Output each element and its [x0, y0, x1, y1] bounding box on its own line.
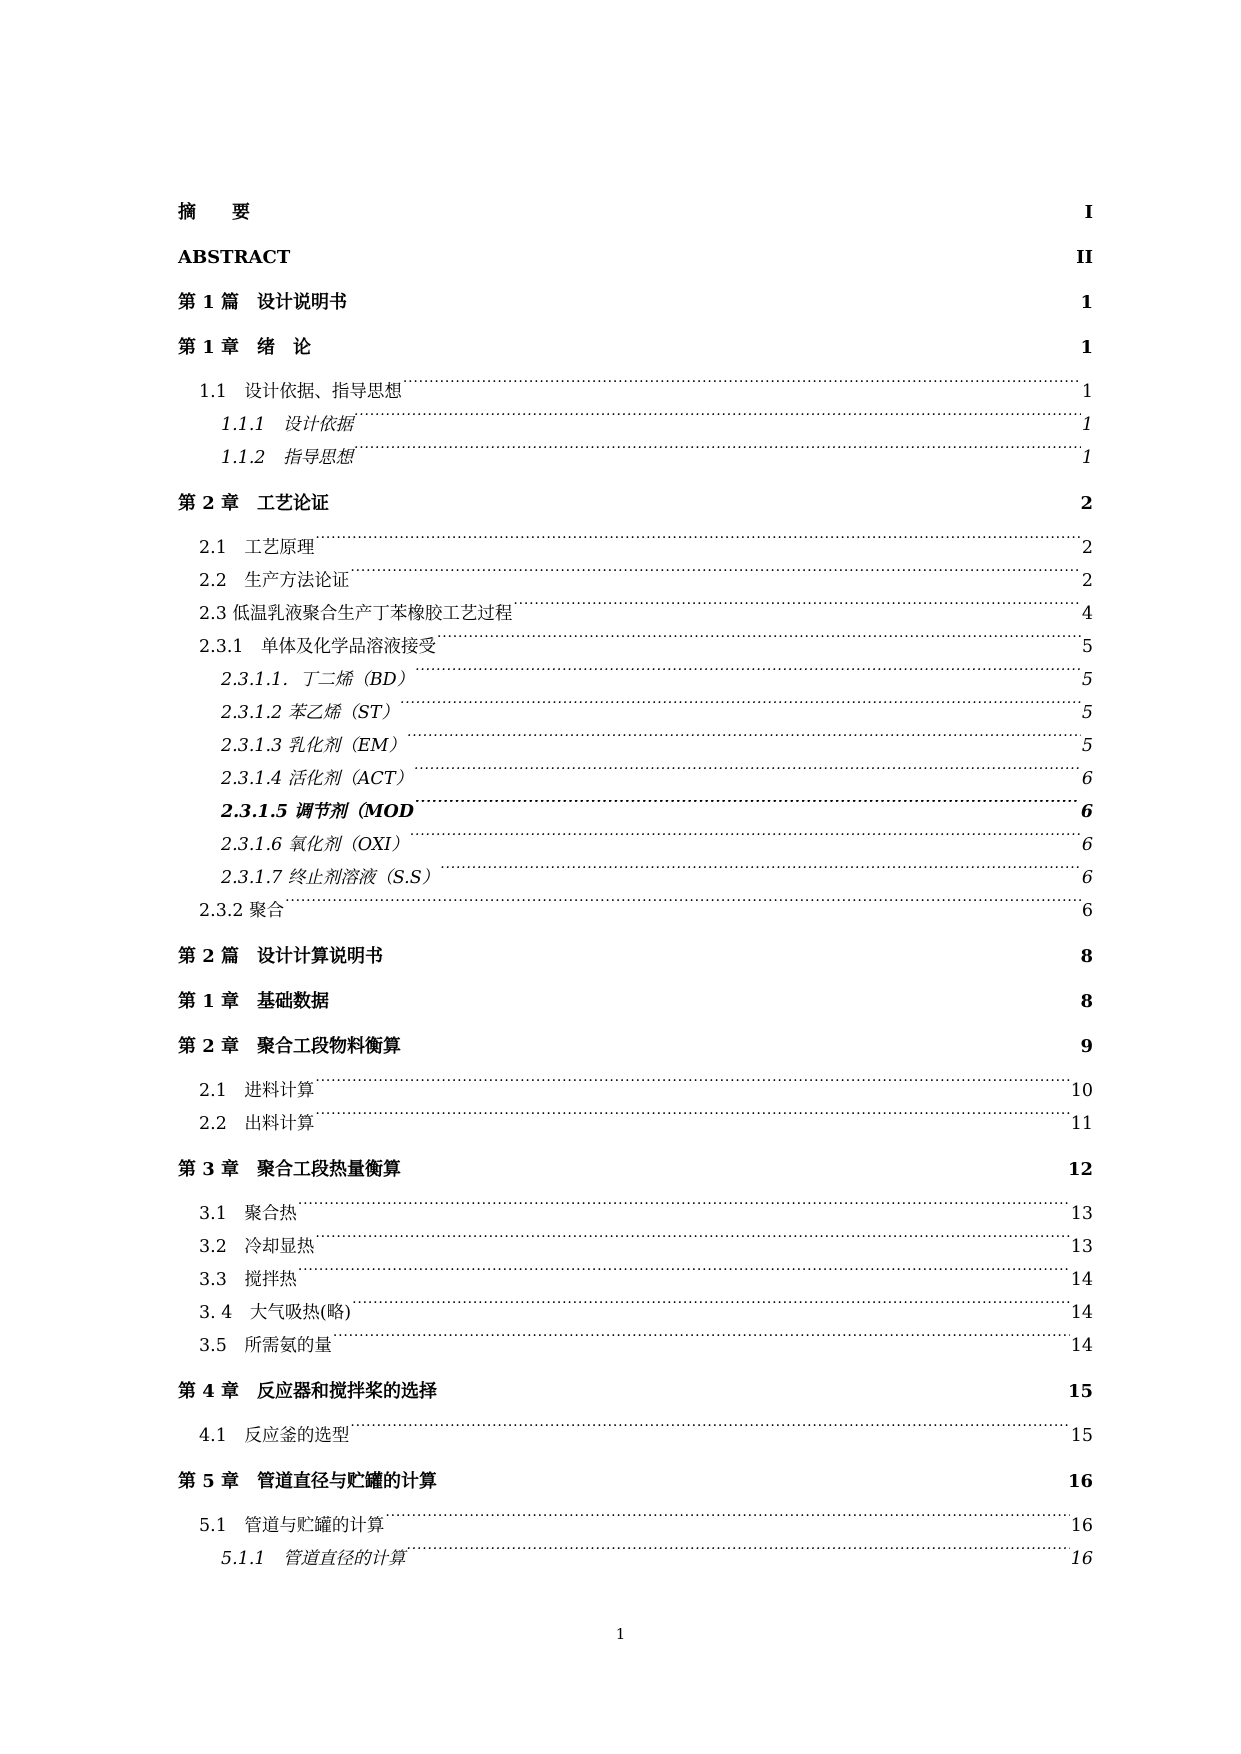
toc-entry[interactable] — [178, 796, 1093, 829]
toc-entry-title: 3.1 聚合热 — [199, 1204, 297, 1224]
toc-entry[interactable] — [178, 1075, 1093, 1108]
toc-leader-dots — [415, 800, 1080, 818]
toc-leader-dots — [354, 413, 1081, 431]
toc-leader-dots — [312, 335, 1079, 353]
toc-leader-dots — [350, 1424, 1069, 1442]
toc-entry-page: 1 — [1081, 415, 1093, 435]
toc-entry[interactable] — [178, 280, 1093, 325]
toc-entry-page: 6 — [1081, 835, 1093, 855]
toc-entry[interactable] — [178, 532, 1093, 565]
toc-leader-dots — [291, 245, 1075, 263]
toc-entry[interactable] — [178, 895, 1093, 928]
toc-entry[interactable] — [178, 1369, 1093, 1414]
toc-entry[interactable] — [178, 1543, 1093, 1576]
toc-entry-title: 第 1 章 基础数据 — [178, 991, 330, 1012]
toc-entry[interactable] — [178, 1297, 1093, 1330]
toc-entry[interactable] — [178, 631, 1093, 664]
toc-entry-page: 16 — [1070, 1516, 1093, 1536]
toc-entry-title: 第 3 章 聚合工段热量衡算 — [178, 1159, 402, 1180]
toc-leader-dots — [315, 1112, 1069, 1130]
toc-entry[interactable] — [178, 190, 1093, 235]
toc-leader-dots — [348, 290, 1079, 308]
toc-entry-page: 10 — [1070, 1081, 1093, 1101]
toc-entry-title: 2.3.1.6 氧化剂（OXI） — [221, 835, 409, 855]
toc-entry-page: 15 — [1067, 1381, 1093, 1402]
toc-entry[interactable] — [178, 409, 1093, 442]
toc-entry[interactable] — [178, 481, 1093, 526]
toc-entry-page: 1 — [1081, 382, 1093, 402]
toc-entry-page: 2 — [1080, 493, 1093, 514]
toc-entry-title: 第 5 章 管道直径与贮罐的计算 — [178, 1471, 438, 1492]
toc-entry[interactable] — [178, 730, 1093, 763]
toc-entry-page: 5 — [1081, 736, 1093, 756]
toc-entry[interactable] — [178, 1264, 1093, 1297]
toc-leader-dots — [402, 1034, 1079, 1052]
toc-entry[interactable] — [178, 664, 1093, 697]
toc-entry[interactable] — [178, 325, 1093, 370]
toc-entry-page: 2 — [1081, 571, 1093, 591]
toc-entry[interactable] — [178, 1024, 1093, 1069]
toc-entry-page: II — [1076, 247, 1093, 268]
toc-entry-page: 6 — [1081, 901, 1093, 921]
toc-leader-dots — [352, 1301, 1070, 1319]
toc-leader-dots — [298, 1268, 1070, 1286]
toc-leader-dots — [333, 1334, 1070, 1352]
toc-entry-title: 2.3.1.5 调节剂（MOD — [221, 802, 414, 822]
toc-leader-dots — [407, 1547, 1070, 1565]
toc-leader-dots — [385, 1514, 1069, 1532]
toc-leader-dots — [513, 602, 1080, 620]
page-number: 1 — [615, 1625, 626, 1643]
toc-entry-page: 13 — [1070, 1204, 1093, 1224]
toc-entry[interactable] — [178, 934, 1093, 979]
toc-entry-title: 2.3.1.1．丁二烯（BD） — [221, 670, 415, 690]
toc-entry-page: 15 — [1070, 1426, 1093, 1446]
toc-leader-dots — [330, 491, 1079, 509]
toc-entry-page: 1 — [1081, 448, 1093, 468]
toc-entry[interactable] — [178, 697, 1093, 730]
toc-entry-page: 6 — [1081, 868, 1093, 888]
toc-entry[interactable] — [178, 1147, 1093, 1192]
toc-leader-dots — [402, 1157, 1067, 1175]
toc-entry-title: 第 4 章 反应器和搅拌桨的选择 — [178, 1381, 438, 1402]
toc-leader-dots — [330, 989, 1079, 1007]
toc-entry[interactable] — [178, 1510, 1093, 1543]
toc-leader-dots — [354, 446, 1081, 464]
toc-entry-page: 14 — [1070, 1303, 1093, 1323]
toc-entry-title: 4.1 反应釜的选型 — [199, 1426, 350, 1446]
toc-entry-title: 5.1.1 管道直径的计算 — [221, 1549, 406, 1569]
toc-entry-page: 13 — [1070, 1237, 1093, 1257]
toc-entry[interactable] — [178, 235, 1093, 280]
toc-entry-page: 14 — [1070, 1336, 1093, 1356]
toc-entry-title: 2.3.1.2 苯乙烯（ST） — [221, 703, 399, 723]
toc-entry-title: 2.1 工艺原理 — [199, 538, 315, 558]
toc-entry-page: 16 — [1067, 1471, 1093, 1492]
toc-entry-title: 第 1 章 绪 论 — [178, 337, 312, 358]
toc-leader-dots — [410, 833, 1081, 851]
toc-entry-page: 5 — [1081, 637, 1093, 657]
toc-entry[interactable] — [178, 598, 1093, 631]
toc-leader-dots — [403, 380, 1081, 398]
toc-leader-dots — [384, 944, 1079, 962]
toc-entry-title: 摘 要 — [178, 202, 250, 223]
toc-leader-dots — [350, 569, 1081, 587]
toc-entry-title: 第 2 章 聚合工段物料衡算 — [178, 1036, 402, 1057]
toc-entry[interactable] — [178, 1459, 1093, 1504]
toc-entry-page: 6 — [1080, 802, 1093, 822]
toc-entry[interactable] — [178, 763, 1093, 796]
toc-entry-page: 9 — [1080, 1036, 1093, 1057]
toc-entry-page: I — [1084, 202, 1093, 223]
toc-leader-dots — [415, 668, 1081, 686]
toc-entry[interactable] — [178, 442, 1093, 475]
toc-leader-dots — [315, 536, 1081, 554]
toc-entry-title: 2.3.1.3 乳化剂（EM） — [221, 736, 406, 756]
toc-entry-title: 2.2 生产方法论证 — [199, 571, 350, 591]
toc-entry-title: 3.2 冷却显热 — [199, 1237, 315, 1257]
toc-entry[interactable] — [178, 829, 1093, 862]
toc-entry-page: 4 — [1081, 604, 1093, 624]
toc-leader-dots — [414, 767, 1081, 785]
toc-entry-title: 2.3.1.7 终止剂溶液（S.S） — [221, 868, 440, 888]
toc-entry[interactable] — [178, 1420, 1093, 1453]
toc-leader-dots — [440, 866, 1081, 884]
toc-entry-title: 1.1 设计依据、指导思想 — [199, 382, 402, 402]
toc-leader-dots — [251, 200, 1084, 218]
toc-entry-page: 1 — [1080, 292, 1093, 313]
toc-entry-title: 2.3.1 单体及化学品溶液接受 — [199, 637, 437, 657]
toc-entry-page: 14 — [1070, 1270, 1093, 1290]
toc-entry-page: 12 — [1067, 1159, 1093, 1180]
toc-leader-dots — [315, 1079, 1069, 1097]
toc-entry-page: 8 — [1080, 946, 1093, 967]
toc-entry-title: 3.3 搅拌热 — [199, 1270, 297, 1290]
toc-entry-title: 2.1 进料计算 — [199, 1081, 315, 1101]
toc-entry-title: 2.3.2 聚合 — [199, 901, 285, 921]
toc-entry[interactable] — [178, 862, 1093, 895]
toc-entry-title: 2.3.1.4 活化剂（ACT） — [221, 769, 413, 789]
toc-entry-page: 6 — [1081, 769, 1093, 789]
toc-entry-title: 2.2 出料计算 — [199, 1114, 315, 1134]
toc-entry[interactable] — [178, 1108, 1093, 1141]
toc-leader-dots — [400, 701, 1081, 719]
table-of-contents — [178, 190, 1093, 1576]
toc-entry-title: 1.1.2 指导思想 — [221, 448, 354, 468]
toc-entry-page: 2 — [1081, 538, 1093, 558]
toc-entry-page: 8 — [1080, 991, 1093, 1012]
toc-entry-title: 第 1 篇 设计说明书 — [178, 292, 348, 313]
toc-entry[interactable] — [178, 376, 1093, 409]
toc-entry[interactable] — [178, 1231, 1093, 1264]
toc-leader-dots — [315, 1235, 1069, 1253]
toc-entry[interactable] — [178, 1198, 1093, 1231]
toc-leader-dots — [437, 635, 1081, 653]
toc-entry-title: 第 2 篇 设计计算说明书 — [178, 946, 384, 967]
toc-entry[interactable] — [178, 1330, 1093, 1363]
toc-entry-title: 第 2 章 工艺论证 — [178, 493, 330, 514]
toc-leader-dots — [407, 734, 1081, 752]
toc-leader-dots — [298, 1202, 1070, 1220]
toc-entry-title: 5.1 管道与贮罐的计算 — [199, 1516, 385, 1536]
toc-entry-page: 5 — [1081, 703, 1093, 723]
toc-entry-page: 1 — [1080, 337, 1093, 358]
toc-leader-dots — [438, 1469, 1067, 1487]
toc-entry-title: ABSTRACT — [178, 247, 291, 268]
toc-entry[interactable] — [178, 565, 1093, 598]
toc-leader-dots — [285, 899, 1081, 917]
toc-entry-title: 3. 4 大气吸热(略) — [199, 1303, 352, 1323]
toc-entry-page: 11 — [1070, 1114, 1093, 1134]
toc-leader-dots — [438, 1379, 1067, 1397]
toc-entry-title: 3.5 所需氨的量 — [199, 1336, 332, 1356]
toc-entry-title: 2.3 低温乳液聚合生产丁苯橡胶工艺过程 — [199, 604, 513, 624]
toc-entry-title: 1.1.1 设计依据 — [221, 415, 354, 435]
toc-entry-page: 16 — [1070, 1549, 1093, 1569]
toc-entry[interactable] — [178, 979, 1093, 1024]
toc-entry-page: 5 — [1081, 670, 1093, 690]
